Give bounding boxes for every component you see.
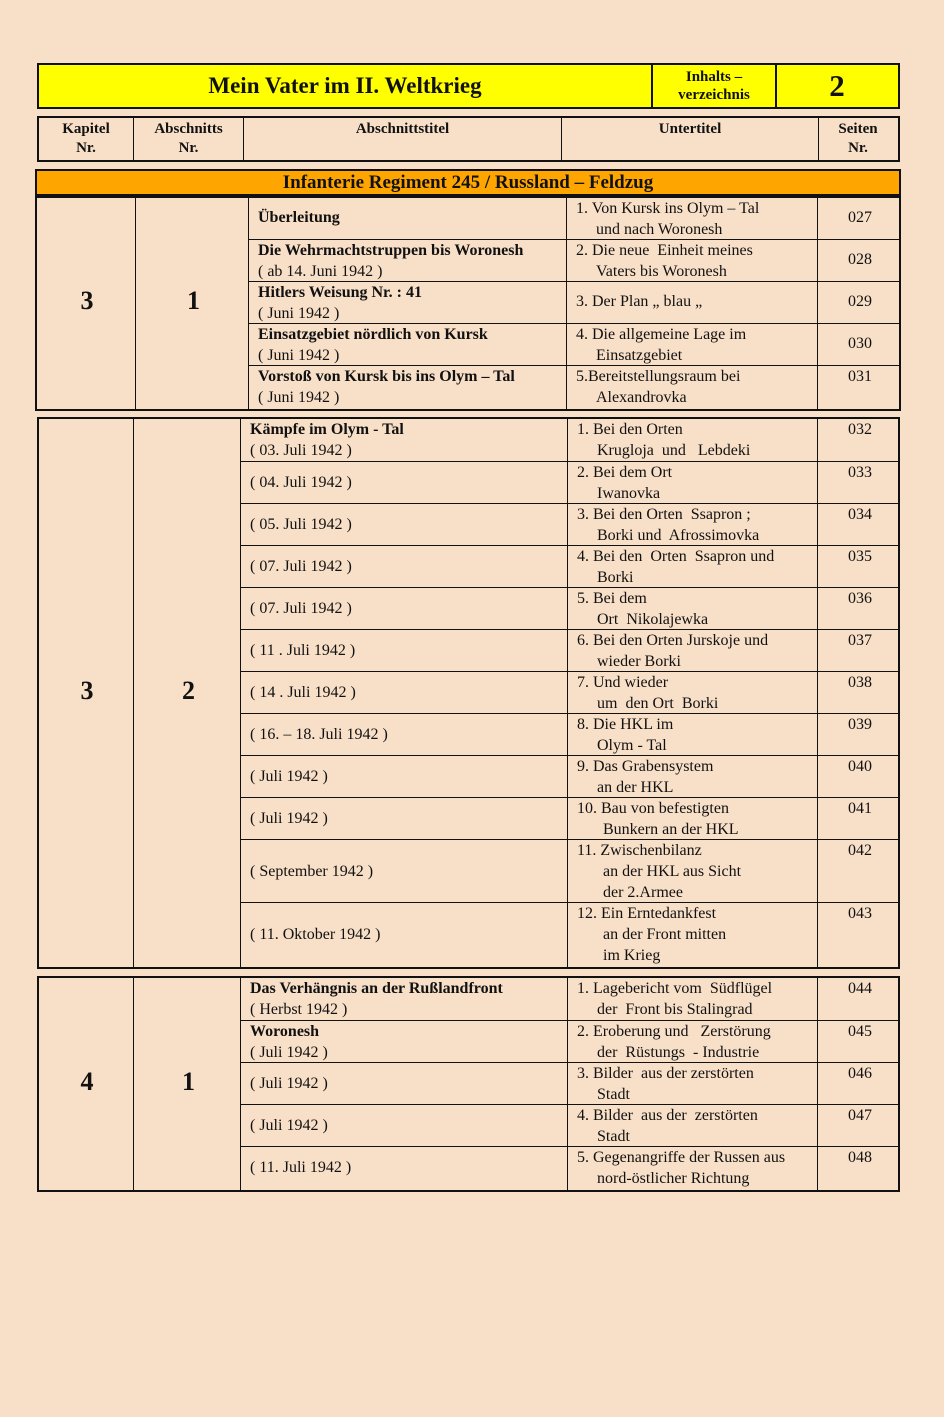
section-date: ( Juli 1942 ) bbox=[250, 1044, 328, 1061]
table-row bbox=[37, 282, 899, 324]
table-row bbox=[39, 1021, 898, 1063]
subtitle-line: Iwanovka bbox=[597, 485, 661, 502]
page-number-cell: 042 bbox=[848, 842, 872, 859]
table-row bbox=[39, 1063, 898, 1105]
toc-block bbox=[37, 417, 900, 969]
subtitle-line: Vaters bis Woronesh bbox=[596, 263, 727, 280]
section-date: ( Juni 1942 ) bbox=[258, 347, 340, 364]
page-number: 2 bbox=[829, 68, 845, 103]
subtitle-line: 2. Eroberung und Zerstörung bbox=[577, 1023, 771, 1040]
kapitel-number: 3 bbox=[80, 675, 94, 705]
subtitle-line: 1. Lagebericht vom Südflügel bbox=[577, 980, 773, 997]
table-row bbox=[39, 419, 898, 462]
subtitle-line: 8. Die HKL im bbox=[577, 716, 674, 733]
table-row bbox=[39, 630, 898, 672]
toc-label: Inhalts – verzeichnis bbox=[653, 65, 777, 107]
subtitle-line: 3. Der Plan „ blau „ bbox=[576, 293, 703, 310]
section-title: Hitlers Weisung Nr. : 41 bbox=[258, 284, 423, 301]
kapitel-number: 4 bbox=[80, 1066, 94, 1096]
subtitle-line: und nach Woronesh bbox=[596, 221, 723, 238]
page-number-cell: 028 bbox=[848, 251, 872, 268]
page-number-cell: 031 bbox=[848, 368, 872, 385]
section-date: ( 11. Juli 1942 ) bbox=[250, 1159, 352, 1176]
subtitle-line: an der HKL aus Sicht bbox=[603, 863, 742, 880]
subtitle-line: 4. Die allgemeine Lage im bbox=[576, 326, 747, 343]
section-date: ( 07. Juli 1942 ) bbox=[250, 558, 352, 575]
subtitle-line: Einsatzgebiet bbox=[596, 347, 683, 364]
section-date: ( 07. Juli 1942 ) bbox=[250, 600, 352, 617]
subtitle-line: an der HKL bbox=[597, 779, 674, 796]
subtitle-line: im Krieg bbox=[603, 947, 661, 964]
section-date: ( Herbst 1942 ) bbox=[250, 1001, 348, 1018]
subtitle-line: 5. Bei dem bbox=[577, 590, 647, 607]
section-date: ( 05. Juli 1942 ) bbox=[250, 516, 352, 533]
section-title: Vorstoß von Kursk bis ins Olym – Tal bbox=[258, 368, 515, 385]
table-row bbox=[39, 840, 898, 903]
subtitle-line: Bunkern an der HKL bbox=[603, 821, 739, 838]
subtitle-line: 12. Ein Erntedankfest bbox=[577, 905, 717, 922]
subtitle-line: der Rüstungs - Industrie bbox=[597, 1044, 760, 1061]
subtitle-line: 1. Von Kursk ins Olym – Tal bbox=[576, 200, 760, 217]
subtitle-line: Borki und Afrossimovka bbox=[597, 527, 760, 544]
column-header bbox=[37, 116, 900, 162]
subtitle-line: Ort Nikolajewka bbox=[597, 611, 709, 628]
header-untertitel: Untertitel bbox=[562, 118, 819, 160]
table-row bbox=[39, 1147, 898, 1189]
section-date: ( 11 . Juli 1942 ) bbox=[250, 642, 356, 659]
toc-block bbox=[35, 196, 901, 411]
page-number-cell: 032 bbox=[848, 421, 872, 438]
subtitle-line: der 2.Armee bbox=[603, 884, 683, 901]
page-number-cell: 047 bbox=[848, 1107, 872, 1124]
subtitle-line: 7. Und wieder bbox=[577, 674, 669, 691]
table-row bbox=[37, 240, 899, 282]
section-title: Einsatzgebiet nördlich von Kursk bbox=[258, 326, 488, 343]
page-number-cell: 046 bbox=[848, 1065, 872, 1082]
toc-block bbox=[37, 976, 900, 1192]
section-title: Überleitung bbox=[258, 209, 340, 226]
subtitle-line: 4. Bei den Orten Ssapron und bbox=[577, 548, 775, 565]
page-number-cell: 045 bbox=[848, 1023, 872, 1040]
section-date: ( 11. Oktober 1942 ) bbox=[250, 925, 381, 943]
title-bar bbox=[37, 63, 900, 109]
table-row bbox=[37, 366, 899, 408]
subtitle-line: 4. Bilder aus der zerstörten bbox=[577, 1107, 758, 1124]
page-number-cell: 039 bbox=[848, 716, 872, 733]
page-number-cell: 038 bbox=[848, 674, 872, 691]
page-number-cell: 037 bbox=[848, 632, 872, 649]
abschnitt-number: 1 bbox=[187, 286, 200, 315]
subtitle-line: 1. Bei den Orten bbox=[577, 421, 683, 438]
section-date: ( Juli 1942 ) bbox=[250, 1117, 328, 1134]
page-number-cell: 027 bbox=[848, 209, 872, 226]
table-row bbox=[39, 546, 898, 588]
section-date: ( ab 14. Juni 1942 ) bbox=[258, 263, 383, 280]
table-row bbox=[39, 798, 898, 840]
subtitle-line: 5. Gegenangriffe der Russen aus bbox=[577, 1149, 786, 1166]
section-date: ( 04. Juli 1942 ) bbox=[250, 474, 352, 491]
page-number-cell: 035 bbox=[848, 548, 872, 565]
subtitle-line: Olym - Tal bbox=[597, 737, 667, 754]
table-row bbox=[39, 903, 898, 966]
page-number-cell: 029 bbox=[848, 293, 872, 310]
kapitel-number: 3 bbox=[80, 286, 94, 315]
section-date: ( Juli 1942 ) bbox=[250, 768, 328, 785]
page-number-cell: 043 bbox=[848, 905, 872, 922]
page-number-cell: 033 bbox=[848, 464, 872, 481]
section-title: Kämpfe im Olym - Tal bbox=[250, 421, 404, 438]
table-row bbox=[39, 504, 898, 546]
subtitle-line: Borki bbox=[597, 569, 634, 586]
section-date: ( 14 . Juli 1942 ) bbox=[250, 684, 356, 701]
section-date: ( Juli 1942 ) bbox=[250, 1075, 328, 1092]
section-title: Die Wehrmachtstruppen bis Woronesh bbox=[258, 242, 524, 259]
subtitle-line: Alexandrovka bbox=[596, 389, 687, 406]
section-date: ( Juni 1942 ) bbox=[258, 389, 340, 406]
subtitle-line: 5.Bereitstellungsraum bei bbox=[576, 368, 741, 385]
header-titel: Abschnittstitel bbox=[244, 118, 562, 160]
table-row bbox=[39, 714, 898, 756]
subtitle-line: 3. Bilder aus der zerstörten bbox=[577, 1065, 754, 1082]
page-number-cell: 044 bbox=[848, 980, 872, 997]
subtitle-line: 9. Das Grabensystem bbox=[577, 758, 714, 775]
section-date: ( Juni 1942 ) bbox=[258, 305, 340, 322]
subtitle-line: 3. Bei den Orten Ssapron ; bbox=[577, 506, 751, 523]
section-title: Das Verhängnis an der Rußlandfront bbox=[250, 980, 503, 997]
subtitle-line: wieder Borki bbox=[597, 653, 681, 670]
subtitle-line: nord-östlicher Richtung bbox=[597, 1170, 750, 1187]
subtitle-line: 6. Bei den Orten Jurskoje und bbox=[577, 632, 769, 649]
section-date: ( 03. Juli 1942 ) bbox=[250, 442, 352, 459]
table-row bbox=[39, 1105, 898, 1147]
page-number-cell: 041 bbox=[848, 800, 872, 817]
header-abschnitt: Abschnitts Nr. bbox=[134, 118, 244, 160]
table-row bbox=[39, 756, 898, 798]
abschnitt-number: 2 bbox=[182, 675, 195, 705]
page-number-cell: 030 bbox=[848, 335, 872, 352]
subtitle-line: 10. Bau von befestigten bbox=[577, 800, 729, 817]
section-date: ( September 1942 ) bbox=[250, 862, 374, 880]
table-row bbox=[39, 672, 898, 714]
page-number-cell: 036 bbox=[848, 590, 872, 607]
table-row bbox=[37, 198, 899, 240]
page-number-cell: 048 bbox=[848, 1149, 872, 1166]
page-number-cell: 034 bbox=[848, 506, 872, 523]
abschnitt-number: 1 bbox=[182, 1066, 195, 1096]
document-title: Mein Vater im II. Weltkrieg bbox=[39, 65, 653, 107]
subtitle-line: 2. Die neue Einheit meines bbox=[576, 242, 753, 259]
subtitle-line: Krugloja und Lebdeki bbox=[597, 442, 751, 459]
subtitle-line: Stadt bbox=[597, 1128, 630, 1145]
section-date: ( Juli 1942 ) bbox=[250, 810, 328, 827]
table-row bbox=[37, 324, 899, 366]
subtitle-line: an der Front mitten bbox=[603, 926, 727, 943]
subtitle-line: Stadt bbox=[597, 1086, 630, 1103]
subtitle-line: um den Ort Borki bbox=[597, 695, 719, 712]
subtitle-line: 11. Zwischenbilanz bbox=[577, 842, 702, 859]
header-seiten: Seiten Nr. bbox=[838, 121, 878, 156]
table-row bbox=[39, 978, 898, 1021]
table-row bbox=[39, 462, 898, 504]
section-title: Woronesh bbox=[250, 1023, 320, 1040]
subtitle-line: der Front bis Stalingrad bbox=[597, 1001, 753, 1018]
table-row bbox=[39, 588, 898, 630]
header-kapitel: Kapitel Nr. bbox=[39, 118, 134, 160]
section-banner: Infanterie Regiment 245 / Russland – Feldzug bbox=[35, 169, 901, 196]
section-date: ( 16. – 18. Juli 1942 ) bbox=[250, 726, 388, 743]
page-number-cell: 040 bbox=[848, 758, 872, 775]
subtitle-line: 2. Bei dem Ort bbox=[577, 464, 673, 481]
